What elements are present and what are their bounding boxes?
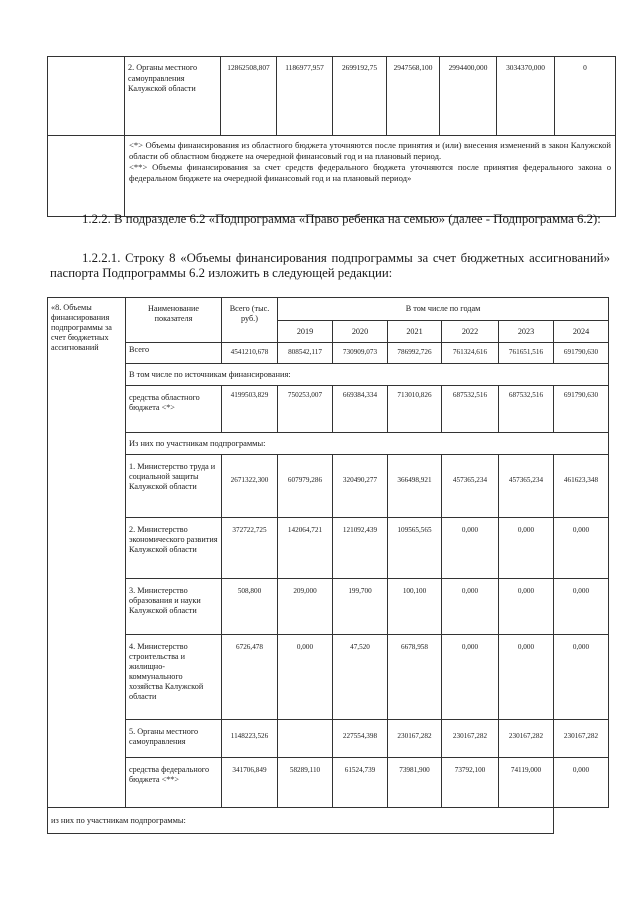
value-cell: 0,000 — [499, 579, 554, 635]
table-row — [48, 136, 616, 217]
paragraph-1-2-2-1: 1.2.2.1. Строку 8 «Объемы финансирования подпрограммы за счет бюджетных ассигнований» паспорта Подпрограммы 6.2 изложить в следующей редакции: — [50, 251, 610, 280]
header-name: Наименование показателя — [126, 298, 222, 343]
value-cell: 73792,100 — [442, 758, 499, 808]
row-label: Всего — [126, 343, 222, 364]
value-cell: 73981,900 — [388, 758, 442, 808]
row-label: 3. Министерство образования и науки Калужской области — [126, 579, 222, 635]
row-label: средства областного бюджета <*> — [126, 386, 222, 433]
table-row — [48, 386, 609, 433]
value-cell: 4199503,829 — [222, 386, 278, 433]
table-row — [48, 758, 609, 808]
value-cell: 687532,516 — [442, 386, 499, 433]
value-cell: 2947568,100 — [387, 57, 440, 136]
top-table — [47, 56, 616, 217]
row-label: 5. Органы местного самоуправления — [126, 720, 222, 758]
table-row — [48, 579, 609, 635]
value-cell: 808542,117 — [278, 343, 333, 364]
value-cell: 730909,073 — [333, 343, 388, 364]
value-cell: 100,100 — [388, 579, 442, 635]
value-cell: 750253,007 — [278, 386, 333, 433]
year-header: 2020 — [333, 321, 388, 343]
value-cell: 691790,630 — [554, 386, 609, 433]
value-cell: 320490,277 — [333, 455, 388, 518]
main-table — [47, 297, 609, 834]
row-label: 1. Министерство труда и социальной защиты Калужской области — [126, 455, 222, 518]
value-cell: 142064,721 — [278, 518, 333, 579]
empty-cell — [48, 136, 125, 217]
value-cell: 713010,826 — [388, 386, 442, 433]
table-row — [48, 57, 616, 136]
value-cell: 6678,958 — [388, 635, 442, 720]
paragraph-1-2-2: 1.2.2. В подразделе 6.2 «Подпрограмма «Право ребенка на семью» (далее - Подпрограмма 6.2): — [82, 212, 601, 226]
value-cell: 457365,234 — [499, 455, 554, 518]
value-cell: 0,000 — [554, 758, 609, 808]
value-cell: 61524,739 — [333, 758, 388, 808]
value-cell: 121092,439 — [333, 518, 388, 579]
value-cell: 461623,348 — [554, 455, 609, 518]
value-cell: 366498,921 — [388, 455, 442, 518]
header-row — [48, 298, 609, 321]
note-regional: <*> Объемы финансирования из областного бюджета уточняются после принятия и (или) внесения изменений в закон Калужской области об областном бюджете на очередной финансовый год и на плановый период. — [129, 140, 611, 161]
value-cell: 2671322,300 — [222, 455, 278, 518]
value-cell: 669384,334 — [333, 386, 388, 433]
value-cell — [278, 720, 333, 758]
value-cell: 199,700 — [333, 579, 388, 635]
value-cell: 4541210,678 — [222, 343, 278, 364]
value-cell: 607979,286 — [278, 455, 333, 518]
value-cell: 761324,616 — [442, 343, 499, 364]
value-cell: 109565,565 — [388, 518, 442, 579]
value-cell: 0,000 — [442, 635, 499, 720]
empty-cell — [48, 57, 125, 136]
value-cell: 58289,110 — [278, 758, 333, 808]
value-cell: 1148223,526 — [222, 720, 278, 758]
row-label: 2. Органы местного самоуправления Калужской области — [125, 57, 221, 136]
value-cell: 508,800 — [222, 579, 278, 635]
year-header: 2021 — [388, 321, 442, 343]
table-row — [48, 635, 609, 720]
header-by-years: В том числе по годам — [278, 298, 609, 321]
value-cell: 0,000 — [499, 518, 554, 579]
table-row — [48, 455, 609, 518]
table-row — [48, 343, 609, 364]
value-cell: 372722,725 — [222, 518, 278, 579]
row-label: средства федерального бюджета <**> — [126, 758, 222, 808]
value-cell: 0,000 — [554, 579, 609, 635]
row-label: 4. Министерство строительства и жилищно-коммунального хозяйства Калужской области — [126, 635, 222, 720]
year-header: 2024 — [554, 321, 609, 343]
value-cell: 687532,516 — [499, 386, 554, 433]
table-row — [48, 808, 609, 834]
notes-cell — [125, 136, 616, 217]
value-cell: 3034370,000 — [497, 57, 555, 136]
table-row — [48, 518, 609, 579]
value-cell: 2994400,000 — [440, 57, 497, 136]
value-cell: 341706,849 — [222, 758, 278, 808]
value-cell: 0,000 — [554, 635, 609, 720]
value-cell: 457365,234 — [442, 455, 499, 518]
value-cell: 230167,282 — [388, 720, 442, 758]
header-total: Всего (тыс. руб.) — [222, 298, 278, 343]
value-cell: 786992,726 — [388, 343, 442, 364]
value-cell: 0,000 — [442, 518, 499, 579]
value-cell: 6726,478 — [222, 635, 278, 720]
value-cell: 230167,282 — [442, 720, 499, 758]
table-row — [48, 720, 609, 758]
value-cell: 0,000 — [499, 635, 554, 720]
value-cell: 0,000 — [442, 579, 499, 635]
note-federal: <**> Объемы финансирования за счет средств федерального бюджета уточняются после принятия федерального закона о федеральном бюджете на очередной финансовый год и на плановый период» — [129, 162, 611, 183]
row-title: «8. Объемы финансирования подпрограммы за счет бюджетных ассигнований — [48, 298, 126, 808]
value-cell: 0 — [555, 57, 616, 136]
value-cell: 691790,630 — [554, 343, 609, 364]
value-cell: 230167,282 — [554, 720, 609, 758]
year-header: 2023 — [499, 321, 554, 343]
year-header: 2022 — [442, 321, 499, 343]
value-cell: 47,520 — [333, 635, 388, 720]
table-row — [48, 364, 609, 386]
section-label: из них по участникам подпрограммы: — [48, 808, 554, 834]
row-label: 2. Министерство экономического развития Калужской области — [126, 518, 222, 579]
value-cell: 2699192,75 — [333, 57, 387, 136]
value-cell: 761651,516 — [499, 343, 554, 364]
table-row — [48, 433, 609, 455]
value-cell: 0,000 — [554, 518, 609, 579]
value-cell: 74119,000 — [499, 758, 554, 808]
value-cell: 227554,398 — [333, 720, 388, 758]
value-cell: 0,000 — [278, 635, 333, 720]
year-header: 2019 — [278, 321, 333, 343]
value-cell: 230167,282 — [499, 720, 554, 758]
value-cell: 12862508,807 — [221, 57, 277, 136]
value-cell: 1186977,957 — [277, 57, 333, 136]
value-cell: 209,000 — [278, 579, 333, 635]
section-label: Из них по участникам подпрограммы: — [126, 433, 609, 455]
section-label: В том числе по источникам финансирования: — [126, 364, 609, 386]
